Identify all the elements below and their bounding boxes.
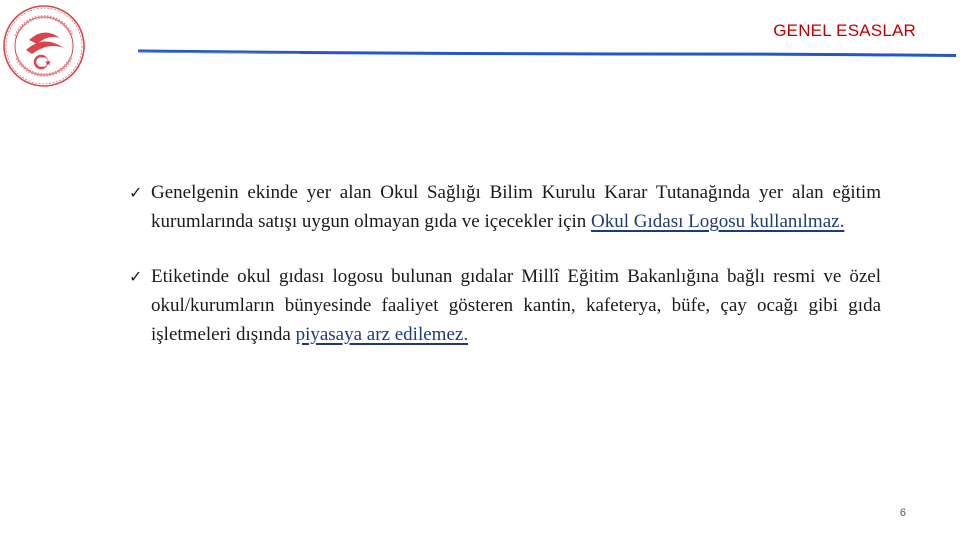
content-body: [129, 178, 881, 375]
bullet-text: Etiketinde okul gıdası logosu bulunan gıdalar Millî Eğitim Bakanlığına bağlı resmi ve özel okul/kurumların bünyesinde faaliyet gösteren kantin, kafeterya, büfe, çay ocağı gibi gıda işletmeleri dışında: [151, 266, 881, 345]
bullet-item: [129, 178, 881, 236]
page-number: 6: [899, 507, 906, 519]
bullet-item: [129, 262, 881, 349]
header-divider: [0, 45, 960, 61]
bullet-text: Genelgenin ekinde yer alan Okul Sağlığı Bilim Kurulu Karar Tutanağında yer alan eğitim kurumlarında satışı uygun olmayan gıda ve içecekler için: [151, 182, 881, 232]
page-title: GENEL ESASLAR: [773, 21, 916, 40]
check-icon: ✓: [129, 183, 143, 202]
check-icon: ✓: [129, 267, 143, 286]
bullet-emphasis: Okul Gıdası Logosu kullanılmaz.: [591, 211, 845, 232]
bullet-emphasis: piyasaya arz edilemez.: [295, 324, 469, 345]
